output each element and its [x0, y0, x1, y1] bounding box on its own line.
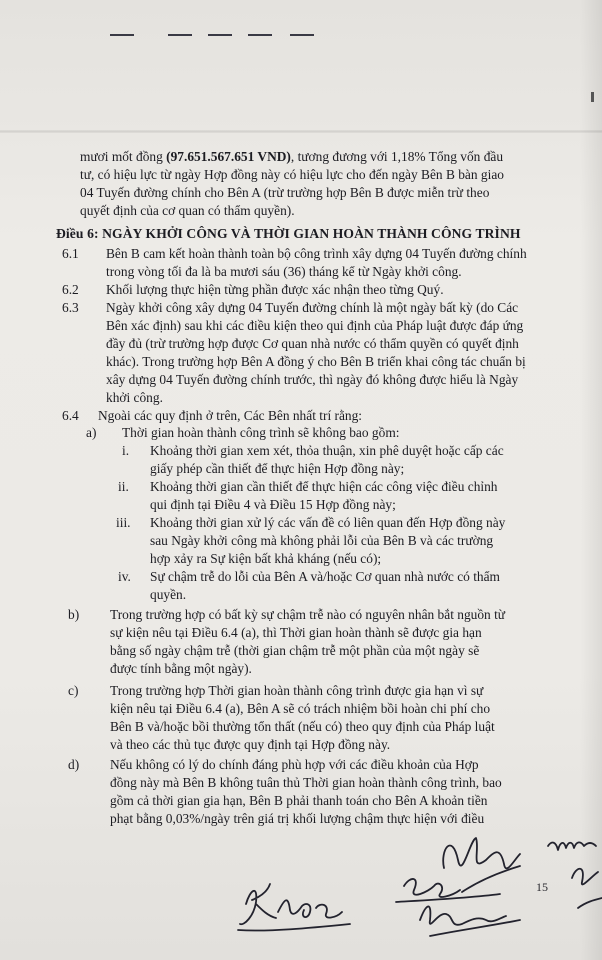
clause-number: 6.2	[62, 282, 79, 297]
subitem-ii-line: qui định tại Điều 4 và Điều 15 Hợp đồng này;	[150, 497, 396, 512]
item-b-line: Trong trường hợp có bất kỳ sự chậm trễ nào có nguyên nhân bắt nguồn từ	[110, 607, 506, 622]
clause-6-4-line: Ngoài các quy định ở trên, Các Bên nhất trí rằng:	[98, 408, 363, 423]
item-c-line: Bên B và/hoặc bồi thường tổn thất (nếu có) theo quy định của Pháp luật	[110, 719, 495, 734]
subitem-label: i.	[122, 443, 130, 458]
intro-line-4: quyết định của cơ quan có thẩm quyền).	[80, 203, 295, 218]
subitem-iii-line: Khoảng thời gian xử lý các vấn đề có liên quan đến Hợp đồng này	[150, 515, 506, 530]
subitem-i-line: Khoảng thời gian xem xét, thỏa thuận, xin phê duyệt hoặc cấp các	[150, 443, 504, 458]
clause-number: 6.1	[62, 246, 79, 261]
intro-line-1	[80, 148, 503, 166]
subitem-label: iii.	[116, 515, 131, 530]
margin-tick	[591, 92, 594, 102]
subitem-iii-line: hợp xảy ra Sự kiện bất khả kháng (nếu có);	[150, 551, 382, 566]
item-b-line: được tính bằng một ngày).	[110, 661, 252, 676]
signature-3	[396, 879, 500, 902]
item-label: d)	[68, 757, 80, 772]
paper-fold-shadow	[0, 130, 602, 133]
item-d-line: gồm cả thời gian gia hạn, Bên B phải thanh toán cho Bên A khoản tiền	[110, 793, 488, 808]
item-label: a)	[86, 425, 97, 440]
signature-5	[548, 842, 596, 850]
clause-6-3-line: xây dựng 04 Tuyến đường chính trước, thì ngày đó không được hiểu là Ngày	[106, 372, 519, 387]
item-d-line: đồng này mà Bên B không tuân thủ Thời gian hoàn thành công trình, bao	[110, 775, 502, 790]
item-b-line: bằng số ngày chậm trễ (thời gian chậm trễ một phần của một ngày sẽ	[110, 643, 480, 658]
signature-4	[420, 906, 520, 936]
subitem-iii-line: sau Ngày khởi công mà không phải lỗi của Bên B và các trường	[150, 533, 494, 548]
item-label: b)	[68, 607, 80, 622]
intro-text: mươi mốt đồng	[80, 149, 167, 164]
subitem-iv-line: quyền.	[150, 587, 187, 602]
subitem-label: iv.	[118, 569, 131, 584]
intro-line-3: 04 Tuyến đường chính cho Bên A (trừ trường hợp Bên B được miễn trừ theo	[80, 185, 490, 200]
clause-6-3-line: đầy đủ (trừ trường hợp được Cơ quan nhà nước có thẩm quyền có quyết định	[106, 336, 519, 351]
clause-6-3-line: khởi công.	[106, 390, 163, 405]
subitem-label: ii.	[118, 479, 129, 494]
subitem-iv-line: Sự chậm trễ do lỗi của Bên A và/hoặc Cơ quan nhà nước có thẩm	[150, 569, 500, 584]
clause-6-3-line: Ngày khởi công xây dựng 04 Tuyến đường chính là một ngày bất kỳ (do Các	[106, 300, 519, 315]
signatures	[0, 820, 602, 960]
signature-1	[238, 884, 350, 931]
signature-2	[443, 838, 520, 892]
subitem-ii-line: Khoảng thời gian cần thiết để thực hiện các công việc điều chỉnh	[150, 479, 498, 494]
clause-6-2-line: Khối lượng thực hiện từng phần được xác nhận theo từng Quý.	[106, 282, 444, 297]
subitem-i-line: giấy phép cần thiết để thực hiện Hợp đồng này;	[150, 461, 405, 476]
item-c-line: và theo các thủ tục được quy định tại Hợp đồng này.	[110, 737, 391, 752]
item-a-line: Thời gian hoàn thành công trình sẽ không bao gồm:	[122, 425, 400, 440]
item-d-line: Nếu không có lý do chính đáng phù hợp với các điều khoản của Hợp	[110, 757, 479, 772]
intro-line-2: tư, có hiệu lực từ ngày Hợp đồng này có hiệu lực cho đến ngày Bên B bàn giao	[80, 167, 504, 182]
signature-6	[572, 869, 602, 908]
item-d-line: phạt bằng 0,03%/ngày trên giá trị khối lượng chậm thực hiện với điều	[110, 811, 485, 826]
article-heading: Điều 6: NGÀY KHỞI CÔNG VÀ THỜI GIAN HOÀN THÀNH CÔNG TRÌNH	[56, 226, 521, 241]
item-c-line: Trong trường hợp Thời gian hoàn thành công trình được gia hạn vì sự	[110, 683, 484, 698]
clause-6-3-line: khác). Trong trường hợp Bên A đồng ý cho Bên B triển khai công tác chuẩn bị	[106, 354, 526, 369]
item-b-line: sự kiện nêu tại Điều 6.4 (a), thì Thời gian hoàn thành sẽ được gia hạn	[110, 625, 482, 640]
intro-amount: (97.651.567.651 VND)	[166, 149, 291, 164]
paper-edge-shadow	[580, 0, 602, 960]
page-number: 15	[536, 880, 548, 894]
clause-6-1-line: Bên B cam kết hoàn thành toàn bộ công trình xây dựng 04 Tuyến đường chính	[106, 246, 527, 261]
clause-6-1-line: trong vòng tối đa là ba mươi sáu (36) tháng kể từ Ngày khởi công.	[106, 264, 462, 279]
clause-number: 6.4	[62, 408, 79, 423]
item-c-line: kiện nêu tại Điều 6.4 (a), Bên A sẽ có trách nhiệm bồi hoàn chi phí cho	[110, 701, 491, 716]
intro-text: , tương đương với 1,18% Tổng vốn đầu	[290, 149, 504, 164]
clause-number: 6.3	[62, 300, 79, 315]
clause-6-3-line: Bên xác định) sau khi các điều kiện theo qui định của Pháp luật được đáp ứng	[106, 318, 524, 333]
item-label: c)	[68, 683, 79, 698]
